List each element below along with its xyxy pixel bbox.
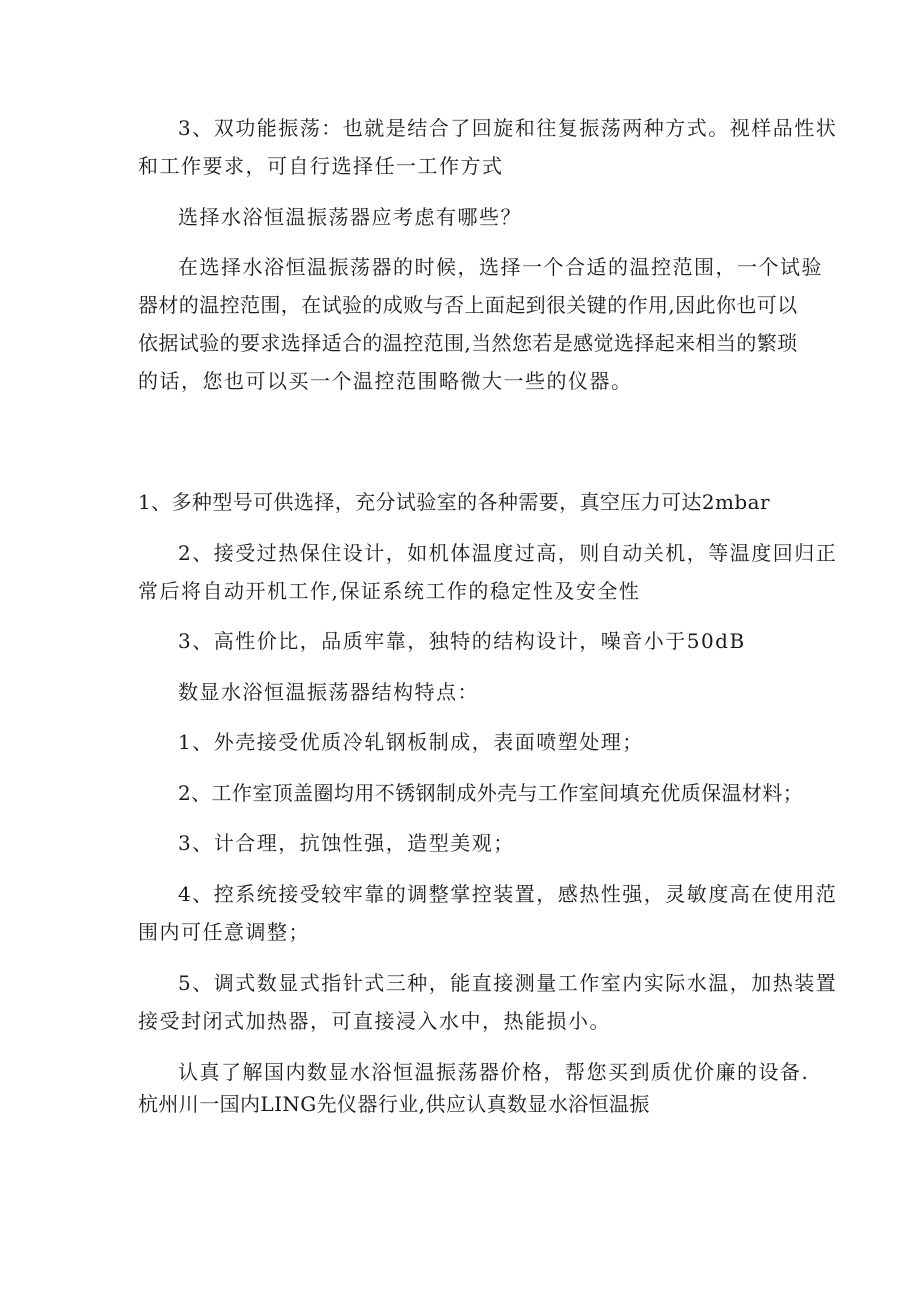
paragraph-selection-line-1: 在选择水浴恒温振荡器的时候，选择一个合适的温控范围，一个试验 — [178, 255, 823, 279]
closing-paragraph-line-2: 杭州川一国内LING先仪器行业,供应认真数显水浴恒温振 — [138, 1092, 650, 1116]
paragraph-dual-function-line-2: 和工作要求，可自行选择任一工作方式 — [138, 154, 504, 178]
structure-item-2: 2、工作室顶盖圈均用不锈钢制成外壳与工作室间填充优质保温材料； — [178, 781, 804, 805]
paragraph-dual-function-line-1: 3、双功能振荡：也就是结合了回旋和往复振荡两种方式。视样品性状 — [178, 116, 838, 140]
structure-item-5-line-2: 接受封闭式加热器，可直接浸入水中，热能损小。 — [138, 1009, 611, 1033]
paragraph-selection-line-2: 器材的温控范围，在试验的成败与否上面起到很关键的作用,因此你也可以 — [138, 293, 798, 317]
structure-item-3: 3、计合理，抗蚀性强，造型美观； — [178, 831, 515, 855]
structure-item-1: 1、外壳接受优质冷轧钢板制成，表面喷塑处理； — [178, 730, 644, 754]
section-question-heading: 选择水浴恒温振荡器应考虑有哪些？ — [178, 205, 522, 229]
paragraph-selection-line-4: 的话，您也可以买一个温控范围略微大一些的仪器。 — [138, 369, 633, 393]
feature-item-1: 1、多种型号可供选择，充分试验室的各种需要，真空压力可达2mbar — [138, 490, 770, 514]
structure-item-5-line-1: 5、调式数显式指针式三种，能直接测量工作室内实际水温，加热装置 — [178, 971, 838, 995]
paragraph-selection-line-3: 依据试验的要求选择适合的温控范围,当然您若是感觉选择起来相当的繁琐 — [138, 331, 798, 355]
structure-heading: 数显水浴恒温振荡器结构特点： — [178, 680, 479, 704]
closing-paragraph-line-1: 认真了解国内数显水浴恒温振荡器价格，帮您买到质优价廉的设备. — [178, 1060, 810, 1084]
feature-item-3: 3、高性价比，品质牢靠，独特的结构设计，噪音小于50dB — [178, 629, 746, 653]
feature-item-2-line-1: 2、接受过热保住设计，如机体温度过高，则自动关机，等温度回归正 — [178, 541, 838, 565]
structure-item-4-line-2: 围内可任意调整； — [138, 920, 310, 944]
structure-item-4-line-1: 4、控系统接受较牢靠的调整掌控装置，感热性强，灵敏度高在使用范 — [178, 882, 838, 906]
feature-item-2-line-2: 常后将自动开机工作,保证系统工作的稳定性及安全性 — [138, 579, 641, 603]
